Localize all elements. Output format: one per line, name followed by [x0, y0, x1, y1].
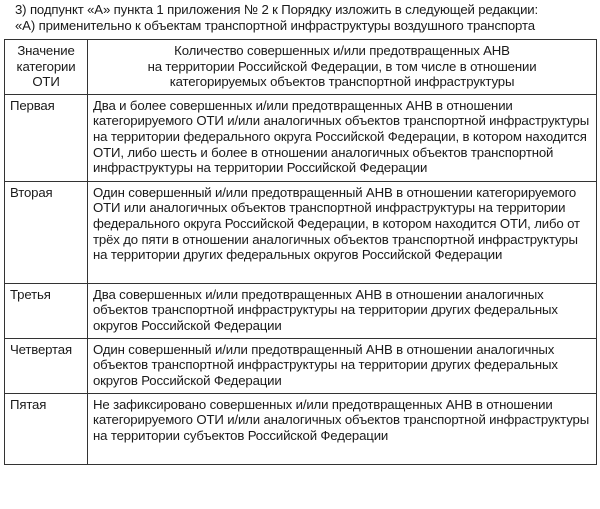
table-header-row	[5, 40, 597, 95]
row-category: Пятая	[5, 393, 88, 464]
intro-text	[4, 2, 596, 34]
header-count-line: категорируемых объектов транспортной инфраструктуры	[169, 74, 515, 90]
row-category: Третья	[5, 283, 88, 338]
category-table	[4, 39, 597, 465]
header-category-line: ОТИ	[32, 74, 60, 90]
table-row	[5, 181, 597, 283]
row-category: Четвертая	[5, 338, 88, 393]
header-count-line: Количество совершенных и/или предотвращенных АНВ	[174, 43, 510, 58]
header-category-line: Значение	[17, 43, 75, 58]
table-row	[5, 283, 597, 338]
row-description: Один совершенный и/или предотвращенный АНВ в отношении аналогичных объектов транспортной инфраструктуры на территории других федеральных округов Российской Федерации	[88, 338, 597, 393]
header-count-line: на территории Российской Федерации, в том числе в отношении	[147, 58, 537, 74]
row-description: Два совершенных и/или предотвращенных АНВ в отношении аналогичных объектов транспортной инфраструктуры на территории других федеральных округов Российской Федерации	[88, 283, 597, 338]
row-category: Первая	[5, 94, 88, 181]
intro-line-2: «А) применительно к объектам транспортной инфраструктуры воздушного транспорта	[15, 18, 535, 33]
table-row	[5, 338, 597, 393]
header-category-line: категории	[16, 58, 76, 74]
header-count	[88, 40, 597, 95]
row-description: Не зафиксировано совершенных и/или предотвращенных АНВ в отношении категорируемого ОТИ и/или аналогичных объектов транспортной инфраструктуры на территории субъектов Российской Федерации	[88, 393, 597, 464]
table-row	[5, 393, 597, 464]
intro-line-1: 3) подпункт «А» пункта 1 приложения № 2 к Порядку изложить в следующей редакции:	[15, 2, 539, 17]
row-category: Вторая	[5, 181, 88, 283]
header-category	[5, 40, 88, 95]
row-description: Два и более совершенных и/или предотвращенных АНВ в отношении категорируемого ОТИ и/или аналогичных объектов транспортной инфраструктуры на территории федерального округа Российской Федерации, в котором находится ОТИ, либо шесть и более в отношении аналогичных объектов транспортной инфраструктуры на территории Российской Федерации	[88, 94, 597, 181]
table-row	[5, 94, 597, 181]
row-description: Один совершенный и/или предотвращенный АНВ в отношении категорируемого ОТИ или аналогичных объектов транспортной инфраструктуры на территории федерального округа Российской Федерации, в котором находится ОТИ, либо от трёх до пяти в отношении аналогичных объектов транспортной инфраструктуры на территории других федеральных округов Российской Федерации	[88, 181, 597, 283]
